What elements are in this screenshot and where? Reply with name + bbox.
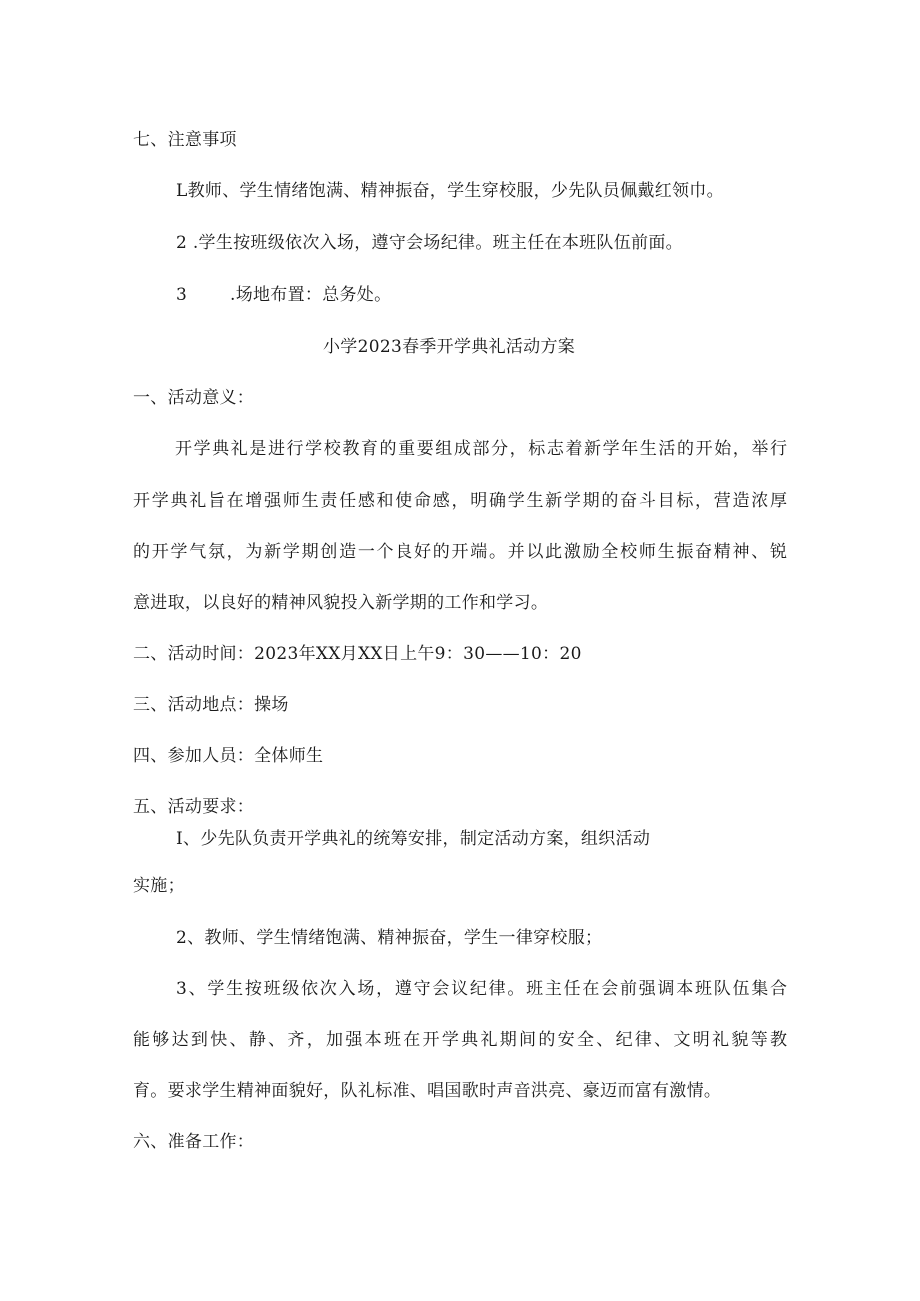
notes-item-3-number: 3: [176, 285, 188, 305]
notes-heading: 七、注意事项: [133, 130, 237, 150]
section-1-paragraph-line-4: 意进取，以良好的精神风貌投入新学期的工作和学习。: [133, 593, 549, 613]
plan-title: 小学2023春季开学典礼活动方案: [323, 337, 576, 357]
section-2-time: 二、活动时间：2023年XX月XX日上午9：30——10：20: [133, 644, 582, 664]
section-5-heading: 五、活动要求：: [133, 797, 255, 817]
requirement-2: 2、教师、学生情绪饱满、精神振奋，学生一律穿校服；: [176, 928, 603, 948]
section-3-location: 三、活动地点：操场: [133, 695, 289, 715]
section-1-paragraph-line-3: 的开学气氛，为新学期创造一个良好的开端。并以此激励全校师生振奋精神、锐: [133, 542, 787, 562]
section-4-participants: 四、参加人员：全体师生: [133, 746, 324, 766]
notes-item-3-text: .场地布置：总务处。: [230, 285, 392, 305]
requirement-1-line-1: I、少先队负责开学典礼的统筹安排，制定活动方案，组织活动: [176, 829, 651, 849]
section-1-paragraph-line-2: 开学典礼旨在增强师生责任感和使命感，明确学生新学期的奋斗目标，营造浓厚: [133, 491, 787, 511]
notes-item-2: 2 .学生按班级依次入场，遵守会场纪律。班主任在本班队伍前面。: [176, 233, 683, 253]
requirement-3-line-3: 育。要求学生精神面貌好，队礼标准、唱国歌时声音洪亮、豪迈而富有激情。: [133, 1081, 722, 1101]
notes-item-1: L教师、学生情绪饱满、精神振奋，学生穿校服，少先队员佩戴红领巾。: [176, 181, 724, 201]
section-1-heading: 一、活动意义：: [133, 388, 255, 408]
section-6-heading: 六、准备工作：: [133, 1132, 255, 1152]
requirement-3-line-2: 能够达到快、静、齐，加强本班在开学典礼期间的安全、纪律、文明礼貌等教: [133, 1030, 787, 1050]
requirement-1-line-2: 实施；: [133, 876, 185, 896]
requirement-3-line-1: 3、学生按班级依次入场，遵守会议纪律。班主任在会前强调本班队伍集合: [176, 979, 787, 999]
section-1-paragraph-line-1: 开学典礼是进行学校教育的重要组成部分，标志着新学年生活的开始，举行: [175, 439, 787, 459]
